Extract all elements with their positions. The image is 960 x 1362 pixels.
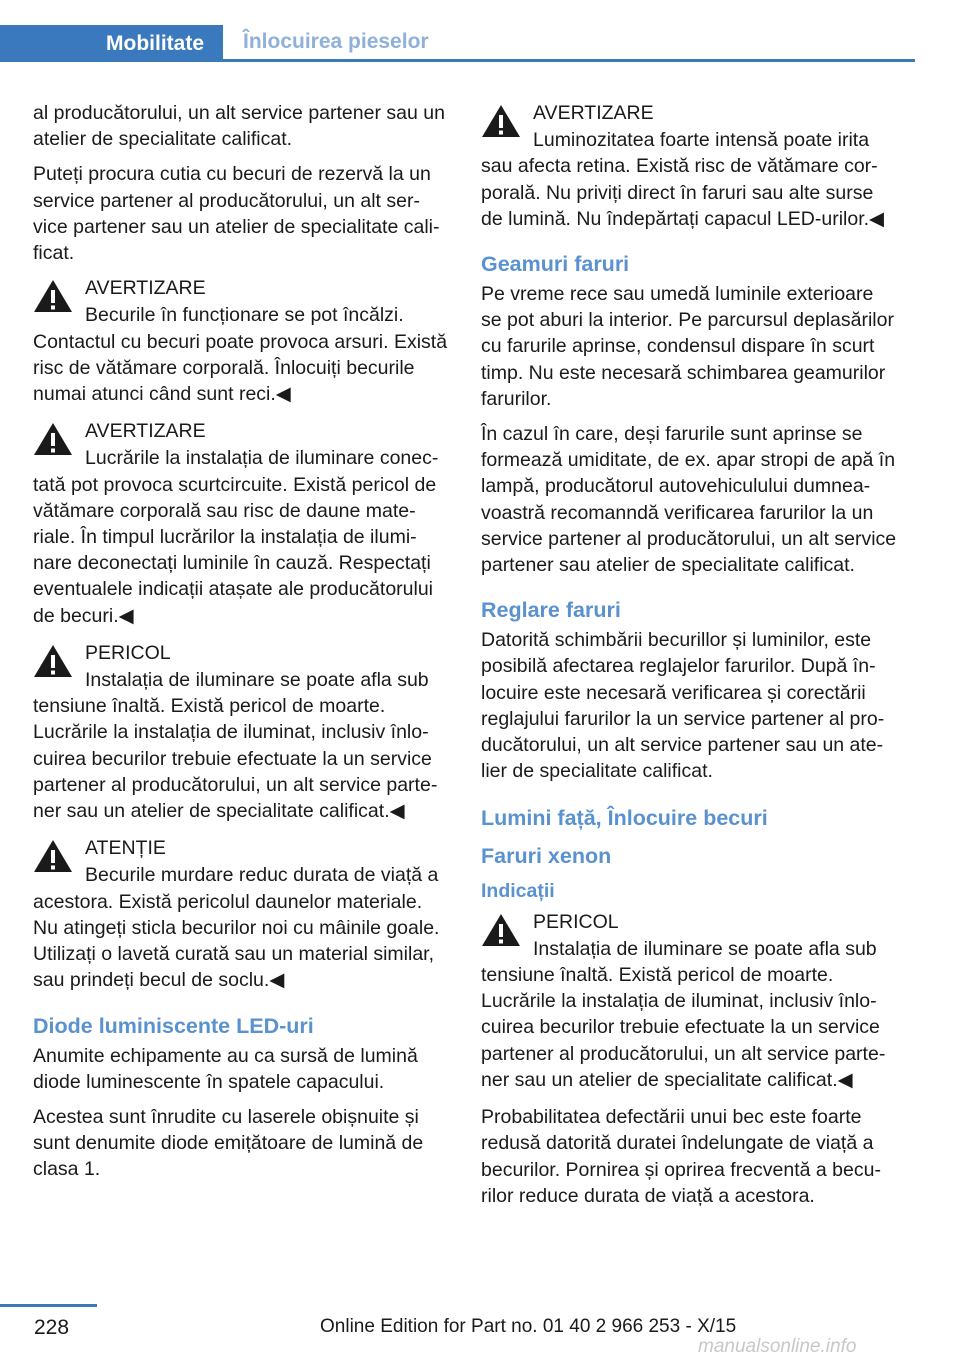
subsection-heading-xenon: Faruri xenon bbox=[481, 844, 612, 869]
section-heading-led: Diode luminiscente LED-uri bbox=[33, 1013, 314, 1038]
paragraph: Probabilitatea defectării unui bec este foarte redusă datorită duratei îndelungate de viață a becurilor. Pornirea și oprirea frecventă a becurilor reduce durata de viață a acestora. bbox=[481, 1106, 881, 1207]
left-column bbox=[33, 100, 448, 1192]
edition-note: Online Edition for Part no. 01 40 2 966 253 - X/15 bbox=[320, 1316, 737, 1337]
paragraph: În cazul în care, deși farurile sunt aprinse se formează umiditate, de ex. apar stropi de apă în lampă, producătorul autovehiculului dumneavoastră recomanndă verificarea farurilor la un service partener al producătorului, un alt service partener sau atelier de specialitate calificat. bbox=[481, 423, 897, 577]
section-heading-geamuri: Geamuri faruri bbox=[481, 252, 630, 277]
danger-text: Instalația de iluminare se poate afla sub tensiune înaltă. Există pericol de moarte. Lucrările la instalația de iluminat, inclusiv înlocuirea becurilor trebuie efectuate la un service partener al producătorului, un alt service partener sau un atelier de specialitate calificat.◀ bbox=[481, 937, 886, 1091]
paragraph: Acestea sunt înrudite cu laserele obișnuite și sunt denumite diode emițătoare de lumină de clasa 1. bbox=[33, 1105, 424, 1181]
warning-triangle-icon bbox=[481, 104, 521, 138]
warning-triangle-icon bbox=[33, 279, 73, 313]
warning-text: Becurile în funcționare se pot încălzi. Contactul cu becuri poate provoca arsuri. Există risc de vătămare corporală. Înlocuiți becurile numai atunci când sunt reci.◀ bbox=[33, 304, 448, 406]
paragraph: al producătorului, un alt service partener sau un atelier de specialitate calificat. bbox=[33, 102, 445, 151]
warning-triangle-icon bbox=[33, 422, 73, 456]
paragraph: Pe vreme rece sau umedă luminile exterioare se pot aburi la interior. Pe parcursul deplasărilor cu farurile aprinse, condensul dispare în scurt timp. Nu este necesară schimbarea geamurilor farurilor. bbox=[481, 283, 894, 410]
warning-text: Luminozitatea foarte intensă poate irita sau afecta retina. Există risc de vătămare corporală. Nu priviți direct în faruri sau alte surse de lumină. Nu îndepărtați capacul LED-urilor.◀ bbox=[481, 129, 885, 230]
paragraph: Puteți procura cutia cu becuri de rezervă la un service partener al producătorului, un alt service partener sau un atelier de specialitate calificat. bbox=[33, 163, 440, 265]
section-heading-lumini: Lumini față, Înlocuire becuri bbox=[481, 806, 768, 831]
paragraph: Anumite echipamente au ca sursă de lumină diode luminescente în spatele capacului. bbox=[33, 1044, 418, 1093]
warning-label: AVERTIZARE bbox=[85, 277, 206, 300]
warning-block bbox=[33, 275, 448, 407]
danger-label: PERICOL bbox=[85, 641, 171, 664]
warning-text: Lucrările la instalația de iluminare conectată pot provoca scurtcircuite. Există pericol de vătămare corporală sau risc de daune materiale. În timpul lucrărilor la instalația de iluminare deconectați luminile în cauză. Respectați eventualele indicații atașate ale producătorului de becuri.◀ bbox=[33, 447, 439, 627]
subsection-heading-indicatii: Indicații bbox=[481, 880, 555, 903]
danger-label: PERICOL bbox=[533, 910, 619, 933]
caution-block bbox=[33, 835, 448, 993]
warning-block bbox=[481, 100, 897, 232]
caution-text: Becurile murdare reduc durata de viață a acestora. Există pericolul daunelor materiale. Nu atingeți sticla becurilor noi cu mâinile goale. Utilizați o lavetă curată sau un material similar, sau prindeți becul de soclu.◀ bbox=[33, 864, 440, 992]
warning-triangle-icon bbox=[33, 644, 73, 678]
chapter-tab: Înlocuirea pieselor bbox=[223, 25, 915, 62]
section-tab: Mobilitate bbox=[0, 25, 223, 62]
danger-block bbox=[481, 909, 897, 1093]
watermark: manualsonline.info bbox=[698, 1336, 857, 1357]
warning-label: AVERTIZARE bbox=[533, 102, 654, 124]
footer-rule bbox=[0, 1304, 97, 1307]
warning-block bbox=[33, 418, 448, 629]
warning-triangle-icon bbox=[33, 839, 73, 873]
warning-label: AVERTIZARE bbox=[85, 420, 206, 443]
right-column bbox=[481, 100, 897, 1218]
warning-triangle-icon bbox=[481, 913, 521, 947]
paragraph: Datorită schimbării becurillor și luminilor, este posibilă afectarea reglajelor farurilor. După înlocuire este necesară verificarea și corectării reglajului farurilor la un service partener al producătorului, un alt service partener sau un atelier de specialitate calificat. bbox=[481, 629, 885, 783]
danger-block bbox=[33, 640, 448, 824]
section-heading-reglare: Reglare faruri bbox=[481, 598, 621, 623]
danger-text: Instalația de iluminare se poate afla sub tensiune înaltă. Există pericol de moarte. Lucrările la instalația de iluminat, inclusiv înlocuirea becurilor trebuie efectuate la un service partener al producătorului, un alt service partener sau un atelier de specialitate calificat.◀ bbox=[33, 669, 438, 823]
page-number: 228 bbox=[34, 1316, 70, 1339]
caution-label: ATENȚIE bbox=[85, 837, 166, 860]
